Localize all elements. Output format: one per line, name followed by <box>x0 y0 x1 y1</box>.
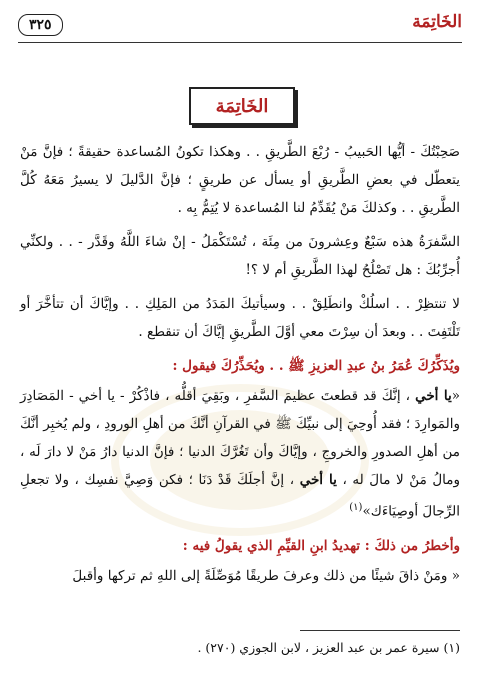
running-title: الخَاتِمَة <box>412 12 462 32</box>
section-heading-ibn-qayyim: وأخطرُ من ذلكَ : تهديدُ ابنِ القيِّمِ الذي يقولُ فيه : <box>182 537 460 554</box>
quote-part-a: ، إنَّكَ قد قطعتَ عظيمَ السَّفرِ ، وبَقِيَ أقلُّه ، فاذْكُرْ - يا أخي - المَصَادِرَ والمَوارِدَ ؛ فقد أُوحِيَ إلى نبيِّكَ ﷺ في القرآنِ أنَّكَ من أهلِ الورودِ ، ولم يُخبِر أنَّكَ من أهلِ الصدورِ والخروجِ ، وإيَّاكَ وأن تَغُرَّكَ الدنيا ؛ فإنَّ الدنيا دارُ مَنْ لا دارَ لَه ، ومالُ مَنْ لا مالَ له ، <box>20 388 461 488</box>
quote-ibn-qayyim: « ومَنْ ذاقَ شيئًا من ذلك وعرفَ طريقًا مُوَصِّلَةً إلى اللهِ ثم تركها وأقبلَ <box>72 567 460 584</box>
quote-close-mark: » <box>362 503 371 520</box>
quote-lead: يا أخي <box>415 388 452 404</box>
footnote: (١) سيرة عمر بن عبد العزيز ، لابن الجوزي (٢٧٠) . <box>197 640 460 655</box>
chapter-title-box: الخَاتِمَة <box>189 87 295 125</box>
footnote-reference: (١) <box>349 502 363 513</box>
quote-part-b: ، إنَّ أجلَكَ قَدْ دَنَا ؛ فكن وَصِيَّ نفسِك ، ولا تجعلِ الرِّجالَ أوصِيَاءَك <box>20 472 460 520</box>
header-divider <box>18 42 462 43</box>
paragraph-2: السَّفرَةُ هذه سَبْعٌ وعِشرونَ من مِئَة ، تُسْتَكْمَلُ - إنْ شاءَ اللَّهُ وقَدَّر - . . ولكنِّي أُجرِّبُكَ : هل تَصْلُحُ لهذا الطَّريقِ أم لا ؟! <box>20 234 460 278</box>
paragraph-1: صَحِبْتُكَ - أيُّها الحَبيبُ - رُبْعَ الطَّريقِ . . وهكذا تكونُ المُساعدة حقيقةً ؛ فإنَّ مَنْ يتعطّل في بعضِ الطَّريقِ أو يسأل عن طريقٍ ؛ فإنَّ الدَّليلَ لا يسيرُ مَعَهُ كُلَّ الطَّريقِ . . وكذلكَ مَنْ يُقَدِّمُ لنا المُساعدة لا يُتِمُّ بِه . <box>20 144 460 216</box>
paragraph-3: لا تنتظِرْ . . اسلُكْ وانطَلِقْ . . وسيأتيكَ المَدَدُ من المَلِكِ . . وإيَّاكَ أن تتأخَّرَ أو تَلْتَفِتَ . . وبعدَ أن سِرْتَ معي أوَّلَ الطَّريقِ إيَّاكَ أن تنقطع . <box>20 296 460 340</box>
footnote-divider <box>300 630 460 631</box>
section-heading-umar: ويُذَكِّرُكَ عُمَرُ بنُ عبدِ العزيزِ ﷺ . . ويُحَذِّرُكَ فيقول : <box>172 358 460 374</box>
quote-umar <box>20 382 460 526</box>
quote-lead-2: يا أخي <box>299 472 337 488</box>
page-number: ٣٢٥ <box>18 14 63 36</box>
quote-open-mark: « <box>451 388 461 404</box>
page-header <box>18 12 462 38</box>
page-body <box>20 138 460 596</box>
